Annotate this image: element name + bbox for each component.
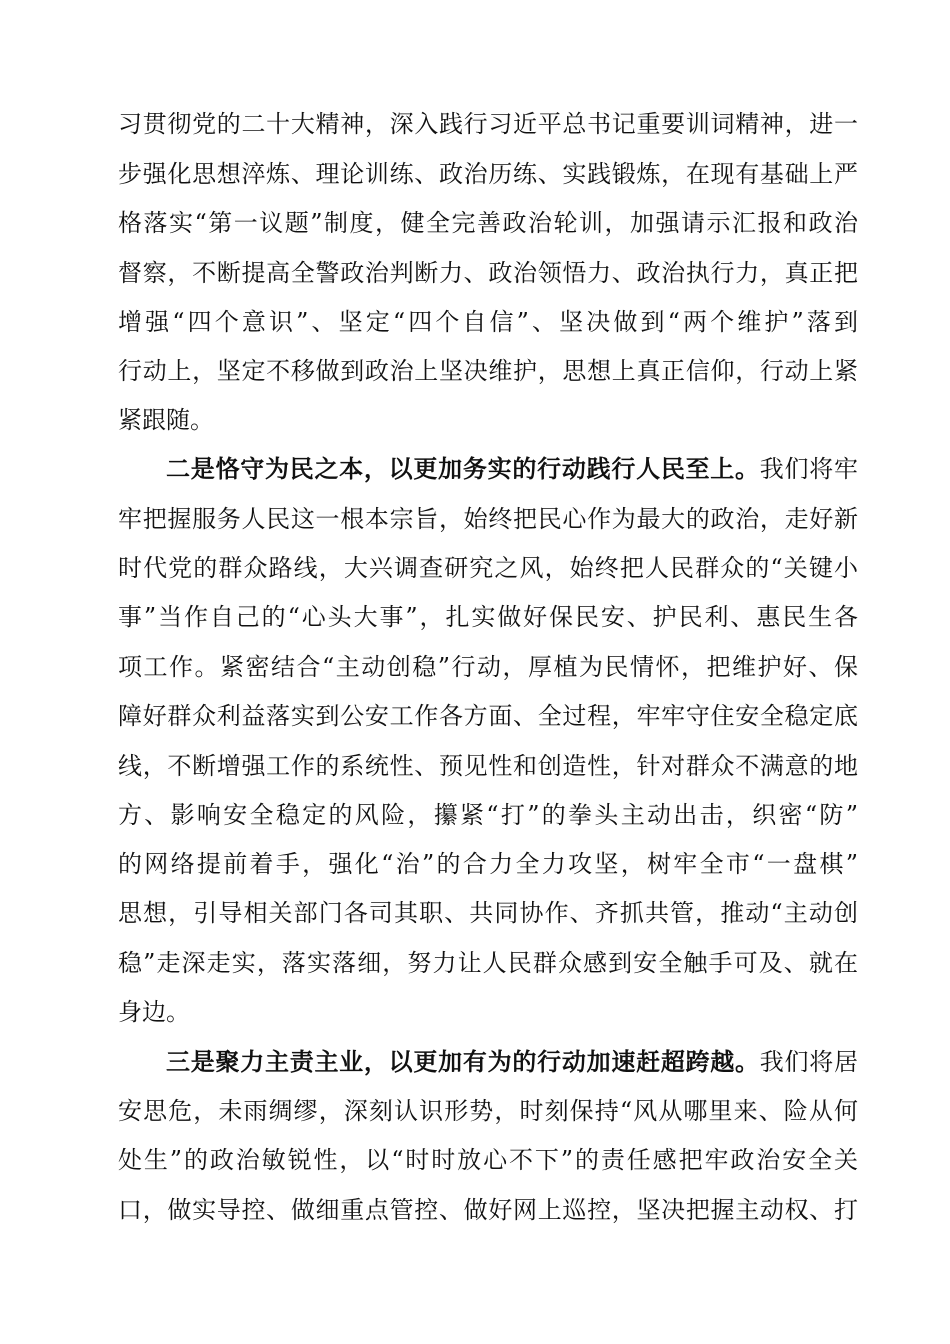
paragraph-2-line-4: 事”当作自己的“心头大事”，扎实做好保民安、护民利、惠民生各 (118, 603, 858, 631)
paragraph-2-line-5: 项工作。紧密结合“主动创稳”行动，厚植为民情怀，把维护好、保 (118, 653, 858, 681)
paragraph-2-line-9: 的网络提前着手，强化“治”的合力全力攻坚，树牢全市“一盘棋” (118, 850, 858, 878)
paragraph-3-first-line (166, 1042, 858, 1082)
paragraph-2-line-11: 稳”走深走实，落实落细，努力让人民群众感到安全触手可及、就在 (118, 949, 858, 977)
paragraph-3-heading: 三是聚力主责主业，以更加有为的行动加速赶超跨越。 (166, 1047, 760, 1076)
paragraph-1-line-6: 行动上，坚定不移做到政治上坚决维护，思想上真正信仰，行动上紧 (118, 357, 858, 385)
paragraph-2-line-2: 牢把握服务人民这一根本宗旨，始终把民心作为最大的政治，走好新 (118, 505, 858, 533)
paragraph-3-line-2: 安思危，未雨绸缪，深刻认识形势，时刻保持“风从哪里来、险从何 (118, 1097, 858, 1125)
paragraph-2-line-10: 思想，引导相关部门各司其职、共同协作、齐抓共管，推动“主动创 (118, 899, 858, 927)
paragraph-2-line-6: 障好群众利益落实到公安工作各方面、全过程，牢牢守住安全稳定底 (118, 702, 858, 730)
paragraph-2-line-12: 身边。 (118, 998, 190, 1026)
paragraph-2-first-line-rest: 我们将牢 (759, 455, 859, 483)
paragraph-1-line-2: 步强化思想淬炼、理论训练、政治历练、实践锻炼，在现有基础上严 (118, 160, 858, 188)
paragraph-1-line-4: 督察，不断提高全警政治判断力、政治领悟力、政治执行力，真正把 (118, 259, 858, 287)
paragraph-2-line-7: 线，不断增强工作的系统性、预见性和创造性，针对群众不满意的地 (118, 752, 858, 780)
paragraph-2-line-3: 时代党的群众路线，大兴调查研究之风，始终把人民群众的“关键小 (118, 554, 858, 582)
paragraph-1-line-7: 紧跟随。 (118, 406, 214, 434)
paragraph-3-line-3: 处生”的政治敏锐性，以“时时放心不下”的责任感把牢政治安全关 (118, 1146, 858, 1174)
paragraph-3-line-4: 口，做实导控、做细重点管控、做好网上巡控，坚决把握主动权、打 (118, 1196, 858, 1224)
paragraph-1-line-3: 格落实“第一议题”制度，健全完善政治轮训，加强请示汇报和政治 (118, 209, 858, 237)
paragraph-2-line-8: 方、影响安全稳定的风险，攥紧“打”的拳头主动出击，织密“防” (118, 801, 858, 829)
paragraph-1-line-5: 增强“四个意识”、坚定“四个自信”、坚决做到“两个维护”落到 (118, 308, 858, 336)
paragraph-1-line-1: 习贯彻党的二十大精神，深入践行习近平总书记重要训词精神，进一 (118, 110, 858, 138)
paragraph-2-first-line (166, 449, 858, 489)
paragraph-3-first-line-rest: 我们将居 (759, 1048, 859, 1076)
paragraph-2-heading: 二是恪守为民之本，以更加务实的行动践行人民至上。 (166, 454, 760, 483)
